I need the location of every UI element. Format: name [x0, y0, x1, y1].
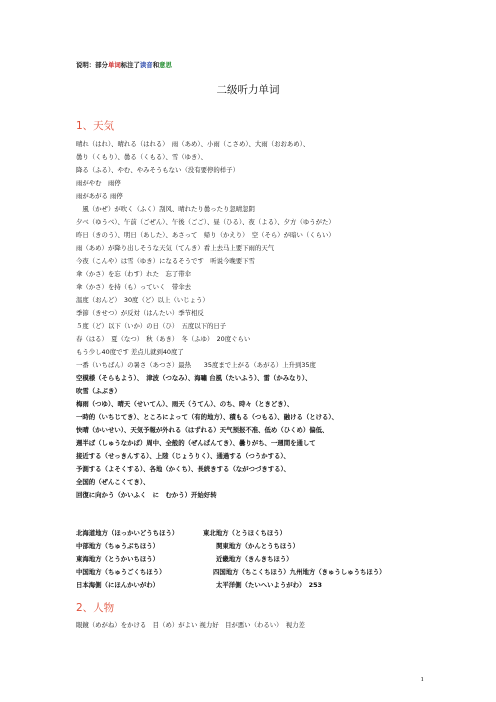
region-right: 四国地方（ちこくちほう）九州地方（きゅうしゅうちほう）	[213, 568, 386, 576]
weather-line: 春（はる） 夏（なつ） 秋（あき） 冬（ふゆ） 20度ぐらい	[76, 335, 251, 343]
note-mid: 标注了	[120, 61, 140, 69]
weather-line: 夕べ（ゆうべ）、午前（ごぜん）、午後（ごご）、昼（ひる）、夜（よる）、夕方（ゆうがた）	[76, 218, 335, 226]
weather-bold-line: 一時的（いちじてき）、ところによって（有的地方）、積もる（つもる）、融ける（とける）、	[76, 413, 338, 421]
region-right: 関東地方（かんとうちほう）	[216, 542, 300, 550]
region-left: 中国地方（ちゅうごくちほう）	[76, 568, 166, 576]
region-right: 近畿地方（きんきちほう）	[216, 555, 293, 563]
weather-line: 風（かぜ）が吹く（ふく）刮风、晴れたり曇ったり忽晴忽阴	[76, 205, 255, 213]
weather-line: 傘（かさ）を忘（わす）れた 忘了带伞	[76, 270, 192, 278]
region-left: 中部地方（ちゅうぶちほう）	[76, 542, 160, 550]
region-left: 日本海側（にほんかいがわ）	[76, 581, 160, 589]
region-left: 東海地方（とうかいちほう）	[76, 555, 160, 563]
note-prefix: 说明：部分	[76, 61, 108, 69]
weather-line: もう少し40度です 差点儿就到40度了	[76, 348, 184, 356]
weather-bold-line: 接近する（せっきんする）、上陸（じょうりく）、通過する（つうかする）、	[76, 452, 290, 460]
weather-line: 曇り（くもり）、曇る（くもる）、雪（ゆき）、	[76, 153, 207, 161]
weather-line: 降る（ふる）、やむ、やみそうもない（没有要停的样子）	[76, 166, 239, 174]
weather-line: 雨（あめ）が降り出しそうな天気（てんき）看上去马上要下雨的天气	[76, 244, 275, 252]
page-title: 二级听力单词	[216, 84, 280, 96]
weather-line: 今夜（こんや）は雪（ゆき）になるそうです 听说今晚要下雪	[76, 257, 255, 265]
weather-line: 季節（きせつ）が反対（はんたい）季节相反	[76, 309, 204, 317]
region-left: 北海道地方（ほっかいどうちほう）	[76, 529, 179, 537]
region-right: 太平洋側（たいへいようがわ） 253	[216, 581, 322, 589]
weather-bold-line: 回復に向かう（かいふく に むかう）开始好转	[76, 491, 217, 499]
section-heading-person: 2、人物	[76, 602, 115, 614]
weather-line: 一番（いちばん）の暑さ（あつさ）最热 35度まで上がる（あがる）上升到35度	[76, 361, 316, 369]
weather-line: 雨があがる 雨停	[76, 192, 123, 200]
weather-line: 昨日（きのう）、明日（あした）、あさって 帰り（かえり） 空（そら）が暗い（くらい）	[76, 231, 335, 239]
region-right: 東北地方（とうほくちほう）	[203, 529, 287, 537]
weather-bold-line: 快晴（かいせい）、天気予報が外れる（はずれる）天气预报不准、低め（ひくめ）偏低、	[76, 426, 329, 434]
weather-bold-line: 空模様（そらもよう）、 津波（つなみ）、海嘯 台風（たいふう）、雷（かみなり）、	[76, 374, 312, 382]
section-heading-weather: 1、天気	[76, 120, 115, 132]
weather-line: 雨がやむ 雨停	[76, 179, 121, 187]
weather-bold-line: 梅雨（つゆ）、晴天（せいてん）、雨天（うてん）、のち、時々（ときどき）、	[76, 400, 294, 408]
note-and: 和	[152, 61, 160, 69]
person-line: 眼鏡（めがね）をかける 目（め）がよい 视力好 目が悪い（わるい） 视力差	[76, 621, 305, 629]
note-line	[76, 60, 172, 69]
weather-bold-line: 予測する（よそくする）、各地（かくち）、長続きする（ながつづきする）、	[76, 465, 291, 473]
weather-bold-line: 全国的（ぜんこくてき）、	[76, 478, 150, 486]
note-word-1: 单词	[107, 61, 121, 69]
weather-line: 温度（おんど） 30度（ど）以上（いじょう）	[76, 296, 209, 304]
note-word-2: 读音	[139, 61, 153, 69]
weather-bold-line: 吹雪（ふぶき）	[76, 387, 121, 395]
page-number: 1	[420, 677, 424, 683]
weather-bold-line: 週半ば（しゅうなかば）周中、全般的（ぜんぱんてき）、曇りがち、一週間を通して	[76, 439, 316, 447]
weather-line: 晴れ（はれ）、晴れる（はれる） 雨（あめ）、小雨（こさめ）、大雨（おおあめ）、	[76, 140, 310, 148]
weather-line: 傘（かさ）を持（も）っていく 带伞去	[76, 283, 192, 291]
note-word-3: 意思	[159, 61, 172, 69]
weather-line: ５度（ど）以下（いか）の日（ひ） 五度以下的日子	[76, 322, 227, 330]
